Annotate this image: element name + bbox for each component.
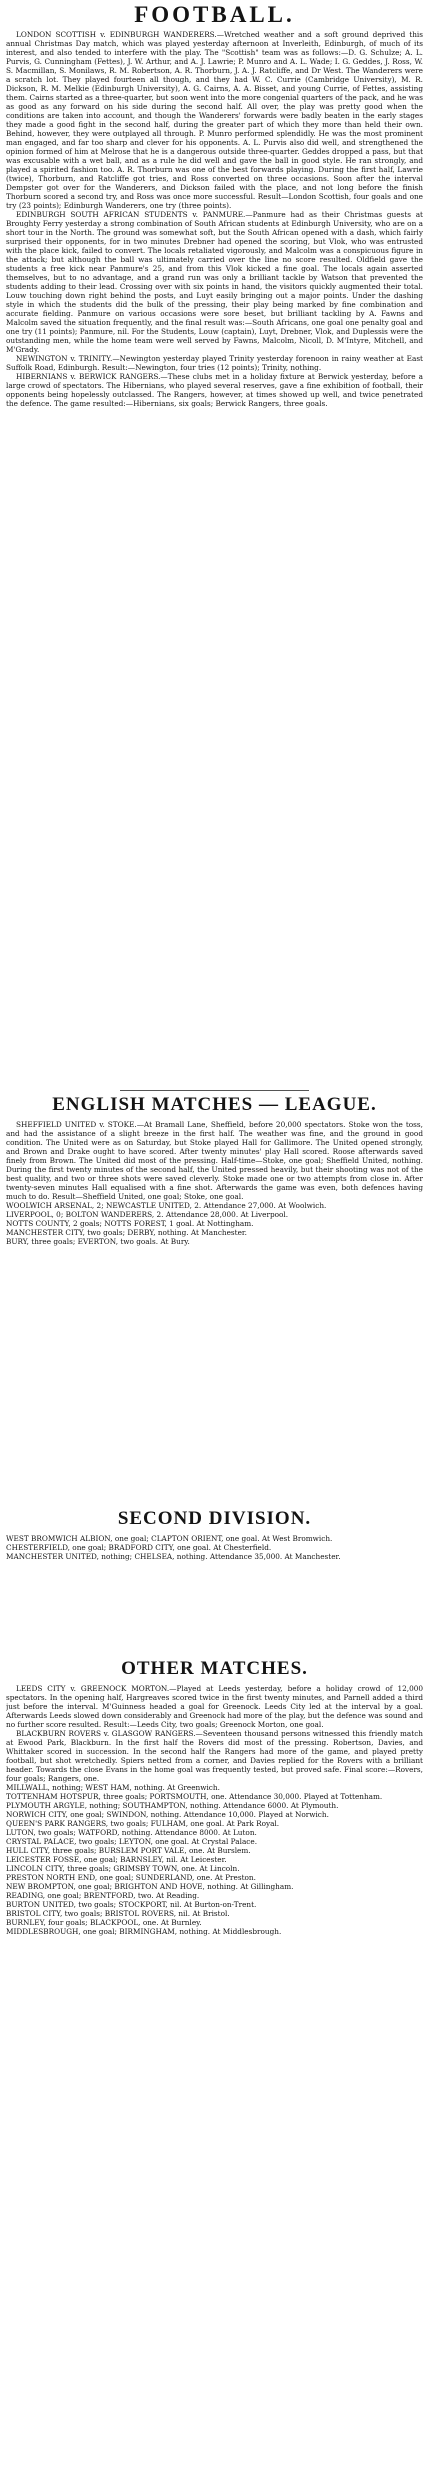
- result-plymouth-southampton: PLYMOUTH ARGYLE, nothing; SOUTHAMPTON, nothing. Attendance 6000. At Plymouth.: [6, 1801, 339, 1810]
- result-norwich-swindon: NORWICH CITY, one goal; SWINDON, nothing. Attendance 10,000. Played at Norwich.: [6, 1810, 329, 1819]
- section-other-matches: [6, 1684, 423, 2484]
- paragraph-newington-trinity: NEWINGTON v. TRINITY.—Newington yesterday played Trinity yesterday forenoon in rainy weather at East Suffolk Road, Edinburgh. Result:—Newington, four tries (12 points); Trinity, nothing.: [6, 354, 423, 372]
- result-manchester-city-derby: MANCHESTER CITY, two goals; DERBY, nothing. At Manchester.: [6, 1228, 247, 1237]
- result-qpr-fulham: QUEEN'S PARK RANGERS, two goals; FULHAM, one goal. At Park Royal.: [6, 1819, 280, 1828]
- result-leicester-barnsley: LEICESTER FOSSE, one goal; BARNSLEY, nil. At Leicester.: [6, 1855, 227, 1864]
- section-english-league: [6, 1120, 423, 1504]
- section-scottish: [6, 30, 423, 1086]
- result-middlesbrough-birmingham: MIDDLESBROUGH, one goal; BIRMINGHAM, nothing. At Middlesbrough.: [6, 1927, 282, 1936]
- result-luton-watford: LUTON, two goals; WATFORD, nothing. Attendance 8000. At Luton.: [6, 1828, 257, 1837]
- heading-other-matches: OTHER MATCHES.: [121, 1658, 308, 1679]
- heading-second-division: SECOND DIVISION.: [117, 1508, 312, 1529]
- result-bury-everton: BURY, three goals; EVERTON, two goals. At Bury.: [6, 1237, 190, 1246]
- result-preston-sunderland: PRESTON NORTH END, one goal; SUNDERLAND, one. At Preston.: [6, 1873, 256, 1882]
- result-hull-port-vale: HULL CITY, three goals; BURSLEM PORT VALE, one. At Burslem.: [6, 1846, 251, 1855]
- result-liverpool-bolton: LIVERPOOL, 0; BOLTON WANDERERS, 2. Attendance 28,000. At Liverpool.: [6, 1210, 289, 1219]
- result-burton-stockport: BURTON UNITED, two goals; STOCKPORT, nil. At Burton-on-Trent.: [6, 1900, 257, 1909]
- result-notts-county-forest: NOTTS COUNTY, 2 goals; NOTTS FOREST, 1 goal. At Nottingham.: [6, 1219, 254, 1228]
- result-new-brompton-brighton: NEW BROMPTON, one goal; BRIGHTON AND HOVE, nothing. At Gillingham.: [6, 1882, 294, 1891]
- result-bristol-city-rovers: BRISTOL CITY, two goals; BRISTOL ROVERS, nil. At Bristol.: [6, 1909, 230, 1918]
- section-divider: [120, 1090, 309, 1091]
- result-crystal-palace-leyton: CRYSTAL PALACE, two goals; LEYTON, one goal. At Crystal Palace.: [6, 1837, 258, 1846]
- result-west-brom-clapton: WEST BROMWICH ALBION, one goal; CLAPTON ORIENT, one goal. At West Bromwich.: [6, 1534, 333, 1543]
- paragraph-blackburn-rangers: BLACKBURN ROVERS v. GLASGOW RANGERS.—Seventeen thousand persons witnessed this friendly match at Ewood Park, Blackburn. In the first half the Rovers did most of the pressing. Robertson, Davies, and Whittaker scored in succession. In the second half the Rangers had more of the game, and played pretty football, but shot wretchedly. Spiers netted from a corner, and Davies replied for the Rovers with a brilliant header. Towards the close Evans in the home goal was frequently tested, but proved safe. Final score:—Rovers, four goals; Rangers, one.: [6, 1729, 423, 1783]
- result-manchester-united-chelsea: MANCHESTER UNITED, nothing; CHELSEA, nothing. Attendance 35,000. At Manchester.: [6, 1552, 341, 1561]
- result-millwall-west-ham: MILLWALL, nothing; WEST HAM, nothing. At Greenwich.: [6, 1783, 220, 1792]
- paragraph-sheffield-stoke: SHEFFIELD UNITED v. STOKE.—At Bramall Lane, Sheffield, before 20,000 spectators. Stoke won the toss, and had the assistance of a slight breeze in the first half. The weather was fine, and the ground in good condition. The United were as on Saturday, but Stoke played Hall for Gallimore. The United opened strongly, and Brown and Drake ought to have scored. After twenty minutes' play Hall scored. Roose afterwards saved finely from Brown. The United did most of the pressing. Half-time—Stoke, one goal; Sheffield United, nothing. During the first twenty minutes of the second half, the United pressed heavily, but their shooting was not of the best quality, and two or three shots were saved cleverly. Stoke made one or two attempts from close in. After twenty-seven minutes Hall equalised with a fine shot. Afterwards the game was even, both defences having much to do. Result—Sheffield United, one goal; Stoke, one goal.: [6, 1120, 423, 1201]
- paragraph-hibernians-berwick: HIBERNIANS v. BERWICK RANGERS.—These clubs met in a holiday fixture at Berwick yesterday, before a large crowd of spectators. The Hibernians, who played several reserves, gave a fine exhibition of football, their opponents being hopelessly outclassed. The Rangers, however, at times showed up well, and twice penetrated the defence. The game resulted:—Hibernians, six goals; Berwick Rangers, three goals.: [6, 372, 423, 408]
- paragraph-london-scottish: LONDON SCOTTISH v. EDINBURGH WANDERERS.—Wretched weather and a soft ground deprived this annual Christmas Day match, which was played yesterday afternoon at Inverleith, Edinburgh, of much of its interest, and also tended to interfere with the play. The "Scottish" team was as follows:—D. G. Schulze; A. L. Purvis, G. Cunningham (Fettes), J. W. Arthur, and A. J. Lawrie; P. Munro and A. L. Wade; I. G. Geddes, J. Ross, W. S. Macmillan, S. Monilaws, R. M. Robertson, A. R. Thorburn, J. A. J. Ratcliffe, and Dr West. The Wanderers were a scratch lot. They played fourteen all though, and they had W. C. Currie (Cambridge University), M. R. Dickson, R. M. Melkie (Edinburgh University), A. G. Cairns, A. A. Bisset, and young Currie, of Fettes, assisting them. Cairns started as a three-quarter, but soon went into the more congenial quarters of the pack, and he was as good as any forward on his side during the second half. All over, the play was pretty good when the conditions are taken into account, and though the Wanderers' forwards were badly beaten in the early stages they made a good fight in the second half, during the greater part of which they more than held their own. Behind, however, they were outplayed all through. P. Munro performed splendidly. He was the most prominent man engaged, and far too sharp and clever for his opponents. A. L. Purvis also did well, and strengthened the opinion formed of him at Melrose that he is a dangerous outside three-quarter. Geddes dropped a pass, but that was excusable with a wet ball, and as a rule he did well and gave the ball in good style. He ran strongly, and played a spirited fashion too. A. R. Thorburn was one of the best forwards playing. During the first half, Lawrie (twice), Thorburn, and Ratcliffe got tries, and Ross converted on three occasions. Soon after the interval Dempster got over for the Wanderers, and Dickson failed with the place, and not long before the finish Thorburn scored a second try, and Ross was once more successful. Result—London Scottish, four goals and one try (23 points); Edinburgh Wanderers, one try (three points).: [6, 30, 423, 210]
- heading-english-league: ENGLISH MATCHES — LEAGUE.: [52, 1094, 377, 1115]
- result-tottenham-portsmouth: TOTTENHAM HOTSPUR, three goals; PORTSMOUTH, one. Attendance 30,000. Played at Tottenham.: [6, 1792, 383, 1801]
- result-burnley-blackpool: BURNLEY, four goals; BLACKPOOL, one. At Burnley.: [6, 1918, 202, 1927]
- page-title: FOOTBALL.: [134, 2, 295, 27]
- section-second-division: [6, 1534, 423, 1654]
- paragraph-leeds-greenock: LEEDS CITY v. GREENOCK MORTON.—Played at Leeds yesterday, before a holiday crowd of 12,000 spectators. In the opening half, Hargreaves scored twice in the first twenty minutes, and Parnell added a third just before the interval. M'Guinness headed a goal for Greenock. Leeds City led at the interval by a goal. Afterwards Leeds slowed down considerably and Greenock had more of the play, but the defence was sound and no further score resulted. Result:—Leeds City, two goals; Greenock Morton, one goal.: [6, 1684, 423, 1729]
- result-woolwich-newcastle: WOOLWICH ARSENAL, 2; NEWCASTLE UNITED, 2. Attendance 27,000. At Woolwich.: [6, 1201, 327, 1210]
- result-lincoln-grimsby: LINCOLN CITY, three goals; GRIMSBY TOWN, one. At Lincoln.: [6, 1864, 240, 1873]
- result-chesterfield-bradford: CHESTERFIELD, one goal; BRADFORD CITY, one goal. At Chesterfield.: [6, 1543, 272, 1552]
- result-reading-brentford: READING, one goal; BRENTFORD, two. At Reading.: [6, 1891, 200, 1900]
- paragraph-south-african-students: EDINBURGH SOUTH AFRICAN STUDENTS v. PANMURE.—Panmure had as their Christmas guests at Broughty Ferry yesterday a strong combination of South African students at Edinburgh University, who are on a short tour in the North. The ground was somewhat soft, but the South African opened with a dash, which fairly surprised their opponents, for in two minutes Drebner had opened the scoring, but Vlok, who was entrusted with the place kick, failed to convert. The locals retaliated vigorously, and Malcolm was a conspicuous figure in the attack; but although the ball was ultimately carried over the line no score resulted. Oldfield gave the students a free kick near Panmure's 25, and from this Vlok kicked a fine goal. The locals again asserted themselves, but to no advantage, and a grand run was only a brilliant tackle by Watson that prevented the students adding to their lead. Crossing over with six points in hand, the visitors quickly augmented their total. Louw touching down right behind the posts, and Luyt easily bringing out a major points. Under the dashing style in which the students did the bulk of the pressing, their play being marked by fine combination and accurate fielding. Panmure on various occasions were sore beset, but brilliant tackling by A. Fawns and Malcolm saved the situation frequently, and the final result was:—South Africans, one goal one penalty goal and one try (11 points); Panmure, nil. For the Students, Louw (captain), Luyt, Drebner, Vlok, and Duplessis were the outstanding men, while the home team were well served by Fawns, Malcolm, Nicoll, D. M'Intyre, Mitchell, and M'Grady.: [6, 210, 423, 354]
